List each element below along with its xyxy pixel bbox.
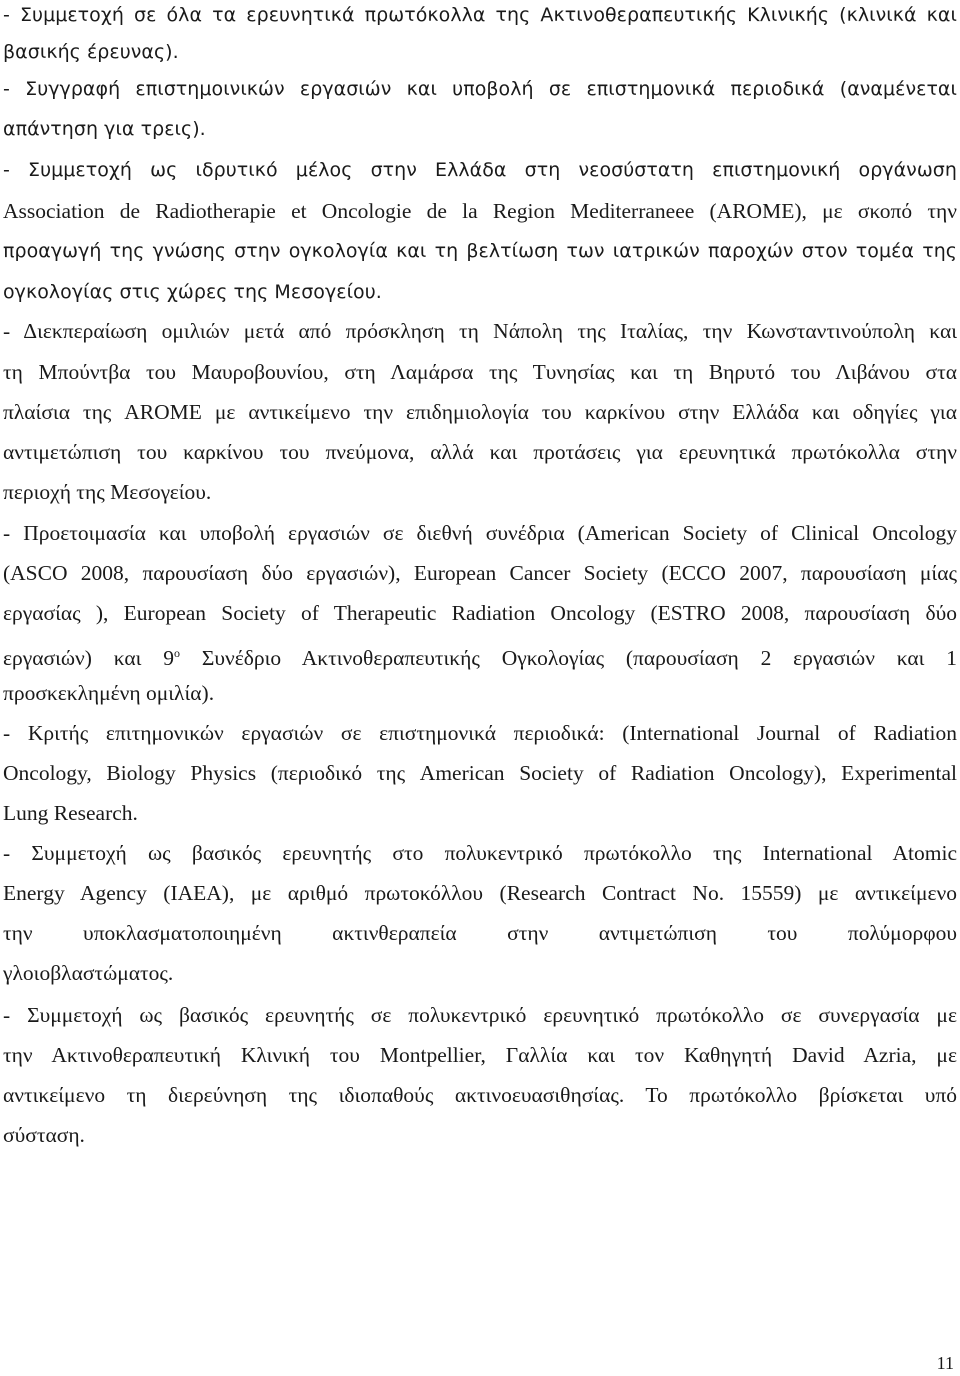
paragraph-line: - Κριτής επιτημονικών εργασιών σε επιστημονικά περιοδικά: (International Journal of Radiation <box>3 721 957 745</box>
paragraph-line: βασικής έρευνας). <box>3 41 179 63</box>
paragraph-line: προσκεκλημένη ομιλία). <box>3 681 215 705</box>
paragraph-line: - Διεκπεραίωση ομιλιών μετά από πρόσκληση τη Νάπολη της Ιταλίας, την Κωνσταντινούπολη και <box>3 319 957 343</box>
paragraph-line: - Συμμετοχή ως βασικός ερευνητής σε πολυκεντρικό ερευνητικό πρωτόκολλο σε συνεργασία με <box>3 1003 957 1027</box>
paragraph-line: Lung Research. <box>3 801 138 825</box>
paragraph-line: περιοχή της Μεσογείου. <box>3 480 212 504</box>
paragraph-line: την υποκλασματοποιημένη ακτινθεραπεία στην αντιμετώπιση του πολύμορφου <box>3 921 957 945</box>
paragraph-line: πλαίσια της AROME με αντικείμενο την επιδημιολογία του καρκίνου στην Ελλάδα και οδηγίες για <box>3 400 957 424</box>
paragraph-line <box>3 638 957 673</box>
paragraph-line: - Συμμετοχή ως ιδρυτικό μέλος στην Ελλάδα στη νεοσύστατη επιστημονική οργάνωση <box>3 159 957 181</box>
paragraph-line: Oncology, Biology Physics (περιοδικό της American Society of Radiation Oncology), Experimental <box>3 761 957 785</box>
paragraph-line: αντικείμενο τη διερεύνηση της ιδιοπαθούς ακτινοευασιθησίας. Το πρωτόκολλο βρίσκεται υπό <box>3 1083 957 1107</box>
paragraph-line: - Συμμετοχή ως βασικός ερευνητής στο πολυκεντρικό πρωτόκολλο της International Atomic <box>3 841 957 865</box>
paragraph-line: σύσταση. <box>3 1123 85 1147</box>
paragraph-line: την Ακτινοθεραπευτική Κλινική του Montpellier, Γαλλία και τον Καθηγητή David Azria, με <box>3 1043 957 1067</box>
paragraph-line: - Προετοιμασία και υποβολή εργασιών σε διεθνή συνέδρια (American Society of Clinical Oncology <box>3 521 957 545</box>
paragraph-line: Association de Radiotherapie et Oncologie de la Region Mediterraneee (AROME), με σκοπό την <box>3 199 957 223</box>
paragraph-line: - Συγγραφή επιστημοινικών εργασιών και υποβολή σε επιστημονικά περιοδικά (αναμένεται <box>3 78 957 100</box>
superscript: ο <box>174 646 181 660</box>
paragraph-line: προαγωγή της γνώσης στην ογκολογία και τη βελτίωση των ιατρικών παροχών στον τομέα της <box>3 240 957 262</box>
line-segment: Συνέδριο Ακτινοθεραπευτικής Ογκολογίας (παρουσίαση 2 εργασιών και 1 <box>180 646 958 670</box>
page-number: 11 <box>936 1353 954 1373</box>
paragraph-line: γλοιοβλαστώματος. <box>3 961 174 985</box>
paragraph-line: Energy Agency (IAEA), με αριθμό πρωτοκόλλου (Research Contract No. 15559) με αντικείμενο <box>3 881 957 905</box>
paragraph-line: ογκολογίας στις χώρες της Μεσογείου. <box>3 281 382 303</box>
paragraph-line: τη Μπούντβα του Μαυροβουνίου, στη Λαμάρσα της Τυνησίας και τη Βηρυτό του Λιβάνου στα <box>3 360 957 384</box>
paragraph-line: απάντηση για τρεις). <box>3 118 206 140</box>
paragraph-line: αντιμετώπιση του καρκίνου του πνεύμονα, αλλά και προτάσεις για ερευνητικά πρωτόκολλα στην <box>3 440 957 464</box>
paragraph-line: εργασίας ), European Society of Therapeutic Radiation Oncology (ESTRO 2008, παρουσίαση δύο <box>3 601 957 625</box>
line-segment: εργασιών) και 9 <box>3 646 175 670</box>
paragraph-line: - Συμμετοχή σε όλα τα ερευνητικά πρωτόκολλα της Ακτινοθεραπευτικής Κλινικής (κλινικά και <box>3 4 957 26</box>
paragraph-line: (ASCO 2008, παρουσίαση δύο εργασιών), European Cancer Society (ECCO 2007, παρουσίαση μίας <box>3 561 957 585</box>
